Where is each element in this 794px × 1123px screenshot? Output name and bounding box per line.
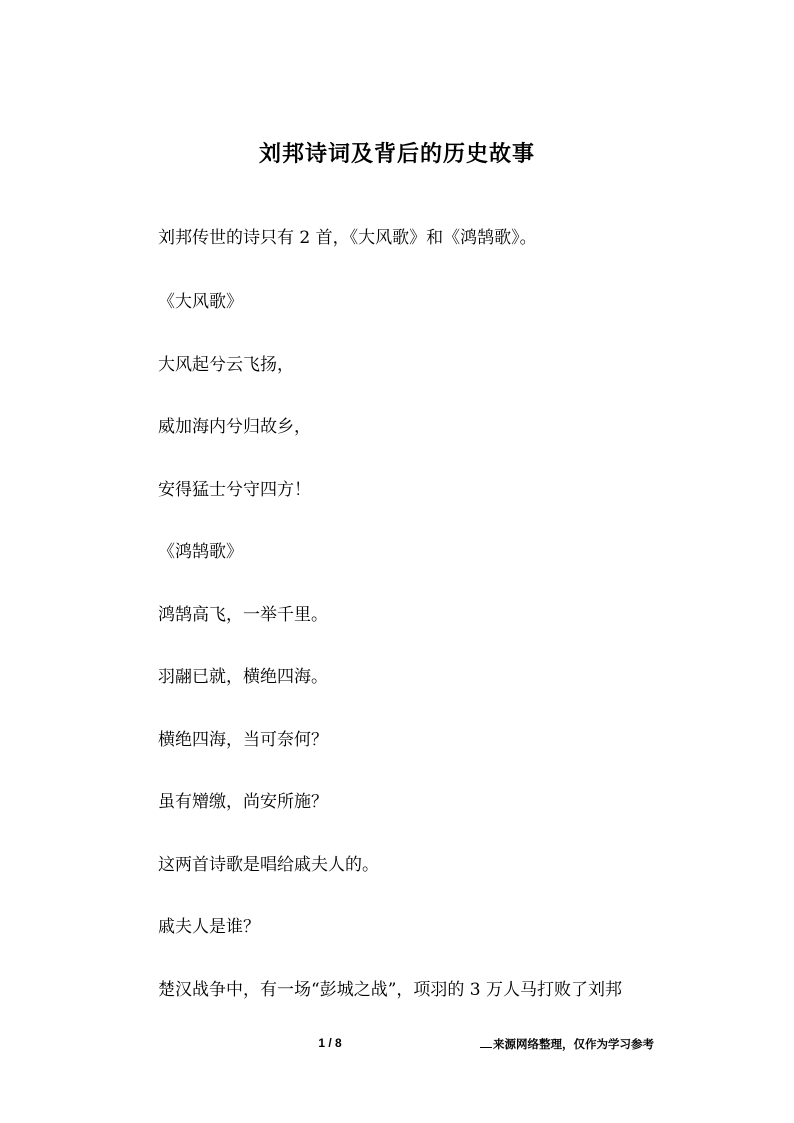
paragraph-poem-line: 羽翮已就，横绝四海。 <box>158 667 328 687</box>
paragraph-intro: 刘邦传世的诗只有 2 首，《大风歌》和《鸿鹄歌》。 <box>158 228 537 248</box>
paragraph-poem-title-honghuge: 《鸿鹄歌》 <box>158 542 243 562</box>
paragraph-body: 这两首诗歌是唱给戚夫人的。 <box>158 855 379 875</box>
footer-source-note <box>480 1036 654 1052</box>
paragraph-poem-line: 安得猛士兮守四方！ <box>158 480 311 500</box>
paragraph-poem-title-dafengge: 《大风歌》 <box>158 292 243 312</box>
paragraph-body: 楚汉战争中，有一场“彭城之战”，项羽的 3 万人马打败了刘邦 <box>158 980 623 1000</box>
footer-page-number: 1 / 8 <box>318 1036 342 1050</box>
paragraph-poem-line: 鸿鹄高飞，一举千里。 <box>158 605 328 625</box>
paragraph-body: 戚夫人是谁？ <box>158 917 260 937</box>
paragraph-poem-line: 虽有矰缴，尚安所施？ <box>158 792 328 812</box>
paragraph-poem-line: 横绝四海，当可奈何？ <box>158 730 328 750</box>
document-title: 刘邦诗词及背后的历史故事 <box>258 141 535 167</box>
paragraph-poem-line: 威加海内兮归故乡， <box>158 417 311 437</box>
paragraph-poem-line: 大风起兮云飞扬， <box>158 355 294 375</box>
footer-source-text: 来源网络整理，仅作为学习参考 <box>493 1037 654 1051</box>
footer-underline <box>480 1047 492 1048</box>
